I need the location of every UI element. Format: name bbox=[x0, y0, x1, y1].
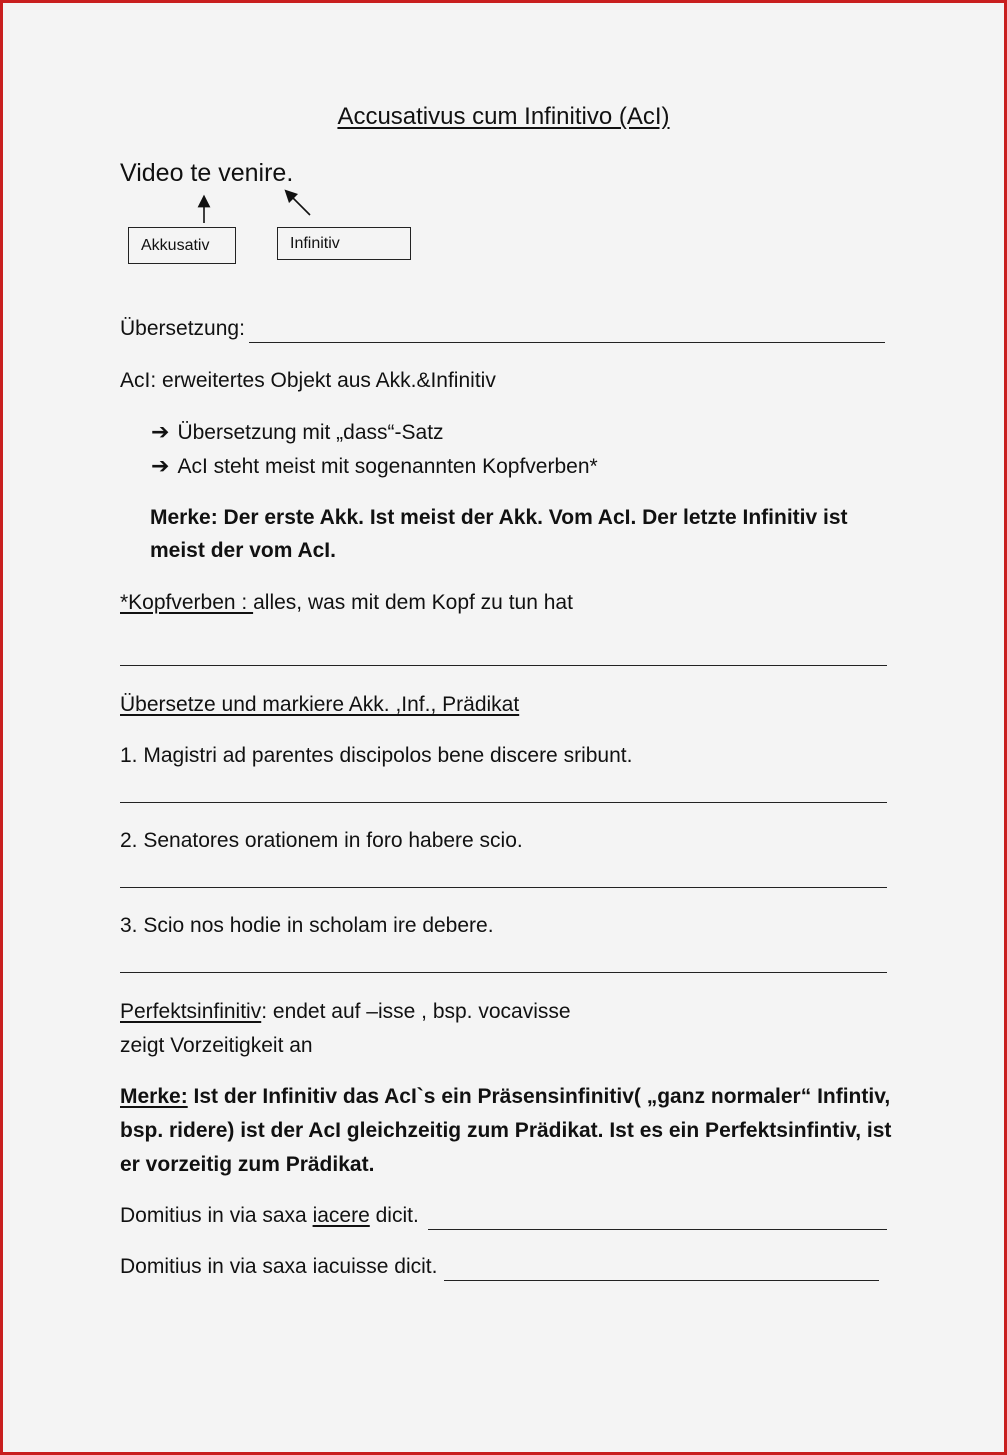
answer-line[interactable] bbox=[120, 665, 887, 666]
answer-line[interactable] bbox=[120, 802, 887, 803]
merke2-line: bsp. ridere) ist der AcI gleichzeitig zum Prädikat. Ist es ein Perfektsinfintiv, ist bbox=[120, 1119, 892, 1142]
page-title: Accusativus cum Infinitivo (AcI) bbox=[337, 103, 670, 130]
domitius-sentence-2: Domitius in via saxa iacuisse dicit. bbox=[120, 1255, 438, 1278]
perfektsinfinitiv-text: : endet auf –isse , bsp. vocavisse bbox=[261, 1000, 571, 1023]
exercise-item: 3. Scio nos hodie in scholam ire debere. bbox=[120, 914, 494, 937]
bullet-text: AcI steht meist mit sogenannten Kopfverben* bbox=[177, 455, 598, 478]
aci-definition: AcI: erweitertes Objekt aus Akk.&Infinitiv bbox=[120, 369, 496, 392]
perfektsinfinitiv-label: Perfektsinfinitiv bbox=[120, 1000, 262, 1023]
arrow-up-left-icon bbox=[289, 194, 310, 215]
answer-line[interactable] bbox=[428, 1229, 887, 1230]
underlined-verb: iacere bbox=[312, 1204, 370, 1227]
akkusativ-label: Akkusativ bbox=[141, 236, 210, 254]
sentence-text: dicit. bbox=[369, 1204, 419, 1227]
perfektsinfinitiv-note bbox=[120, 999, 571, 1024]
domitius-sentence-1 bbox=[120, 1203, 419, 1228]
bullet-text: Übersetzung mit „dass“-Satz bbox=[177, 421, 444, 444]
arrow-right-icon: ➔ bbox=[151, 419, 170, 444]
exercise-item: 2. Senatores orationem in foro habere scio. bbox=[120, 829, 523, 852]
merke-note-line: Merke: Der erste Akk. Ist meist der Akk. Vom AcI. Der letzte Infinitiv ist bbox=[150, 506, 848, 529]
sentence-text: Domitius in via saxa bbox=[120, 1204, 313, 1227]
perfektsinfinitiv-line2: zeigt Vorzeitigkeit an bbox=[120, 1034, 313, 1057]
merke2-label: Merke: bbox=[120, 1085, 188, 1108]
answer-line[interactable] bbox=[249, 342, 885, 343]
answer-line[interactable] bbox=[120, 887, 887, 888]
kopfverben-label: *Kopfverben : bbox=[120, 591, 254, 614]
exercise-item: 1. Magistri ad parentes discipolos bene discere sribunt. bbox=[120, 744, 633, 767]
bullet-item bbox=[151, 419, 444, 445]
uebersetzung-label: Übersetzung: bbox=[120, 317, 245, 340]
exercise-heading: Übersetze und markiere Akk. ,Inf., Prädikat bbox=[120, 693, 520, 716]
answer-line[interactable] bbox=[444, 1280, 879, 1281]
merke2-line: er vorzeitig zum Prädikat. bbox=[120, 1153, 375, 1176]
arrow-right-icon: ➔ bbox=[151, 453, 170, 478]
merke2-line bbox=[120, 1084, 890, 1109]
kopfverben-text: alles, was mit dem Kopf zu tun hat bbox=[253, 591, 573, 614]
infinitiv-box bbox=[277, 227, 411, 260]
kopfverben-note bbox=[120, 590, 573, 615]
answer-line[interactable] bbox=[120, 972, 887, 973]
example-sentence: Video te venire. bbox=[120, 159, 294, 187]
merke2-text: Ist der Infinitiv das AcI`s ein Präsensinfinitiv( „ganz normaler“ Infintiv, bbox=[187, 1085, 891, 1108]
akkusativ-box bbox=[128, 227, 236, 264]
bullet-item bbox=[151, 453, 598, 479]
merke-note-line: meist der vom AcI. bbox=[150, 539, 336, 562]
infinitiv-label: Infinitiv bbox=[290, 234, 340, 252]
